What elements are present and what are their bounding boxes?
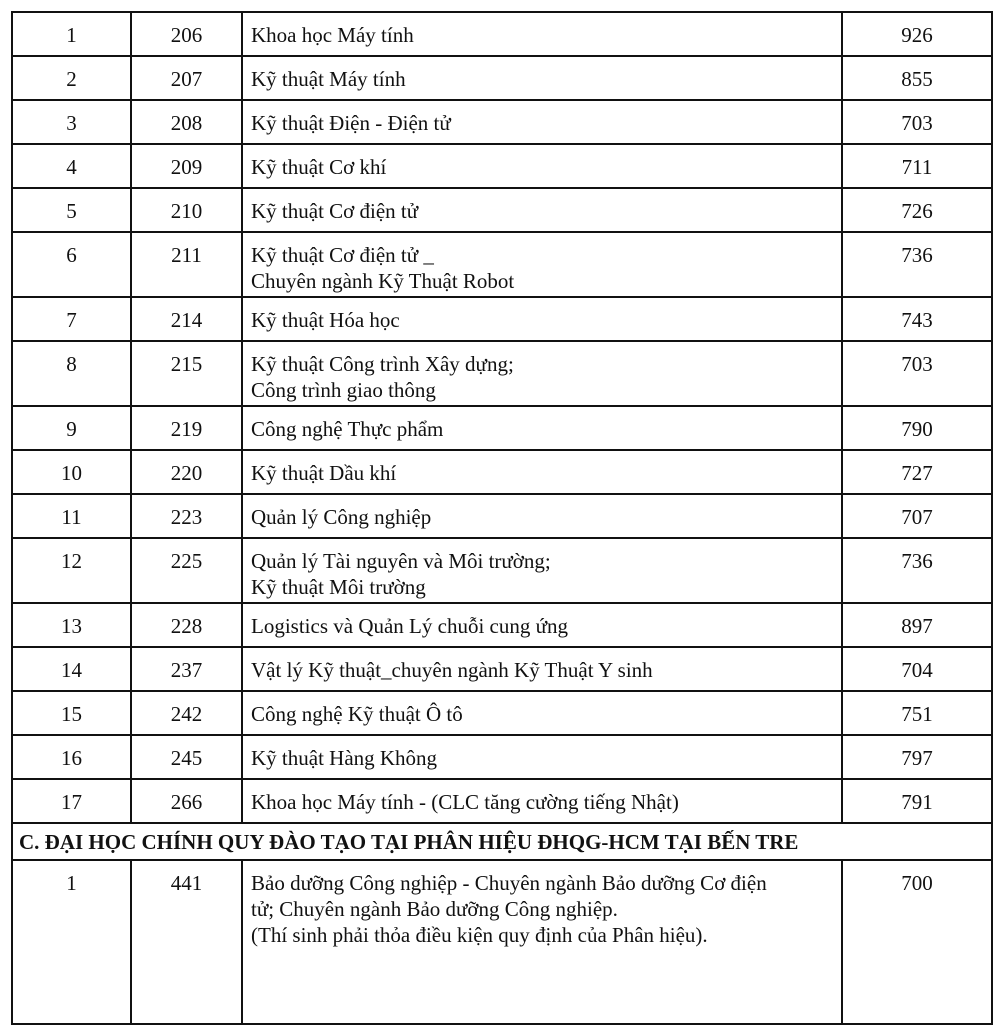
major-name-line: Kỹ thuật Môi trường xyxy=(251,575,426,599)
major-code-cell xyxy=(131,341,242,406)
major-name-line: Quản lý Công nghiệp xyxy=(251,505,432,529)
row-number-cell-text: 1 xyxy=(66,871,77,895)
major-name-cell xyxy=(242,341,842,406)
score-cell-text: 926 xyxy=(901,23,933,47)
major-name-cell xyxy=(242,12,842,56)
score-cell-text: 797 xyxy=(901,746,933,770)
score-cell-text: 791 xyxy=(901,790,933,814)
score-cell-text: 751 xyxy=(901,702,933,726)
row-number-cell xyxy=(12,56,131,100)
score-cell xyxy=(842,100,992,144)
row-number-cell-text: 15 xyxy=(61,702,82,726)
score-cell-text: 707 xyxy=(901,505,933,529)
major-code-cell xyxy=(131,691,242,735)
section-header-cell xyxy=(12,823,992,860)
major-name-cell xyxy=(242,779,842,823)
row-number-cell xyxy=(12,297,131,341)
major-name-line: Khoa học Máy tính - (CLC tăng cường tiếng Nhật) xyxy=(251,790,679,814)
major-name-line: Kỹ thuật Máy tính xyxy=(251,67,406,91)
major-code-cell xyxy=(131,56,242,100)
row-number-cell-text: 10 xyxy=(61,461,82,485)
table-row xyxy=(12,406,992,450)
major-name-line: Vật lý Kỹ thuật_chuyên ngành Kỹ Thuật Y sinh xyxy=(251,658,653,682)
row-number-cell-text: 16 xyxy=(61,746,82,770)
major-code-cell-text: 211 xyxy=(171,243,202,267)
score-cell xyxy=(842,232,992,297)
row-number-cell xyxy=(12,494,131,538)
major-code-cell-text: 220 xyxy=(170,461,203,485)
row-number-cell xyxy=(12,232,131,297)
table-row xyxy=(12,450,992,494)
row-number-cell-text: 6 xyxy=(66,243,77,267)
score-cell-text: 736 xyxy=(901,243,933,267)
row-number-cell xyxy=(12,538,131,603)
major-name-cell xyxy=(242,603,842,647)
table-row xyxy=(12,779,992,823)
score-cell-text: 743 xyxy=(901,308,933,332)
major-name-line: Kỹ thuật Cơ khí xyxy=(251,155,387,179)
major-name-line: Kỹ thuật Cơ điện tử _ xyxy=(251,243,434,267)
row-number-cell-text: 8 xyxy=(66,352,77,376)
score-cell-text: 726 xyxy=(901,199,933,223)
row-number-cell-text: 13 xyxy=(61,614,82,638)
table-row xyxy=(12,56,992,100)
row-number-cell xyxy=(12,450,131,494)
major-code-cell xyxy=(131,494,242,538)
table-row xyxy=(12,538,992,603)
score-cell xyxy=(842,494,992,538)
score-cell xyxy=(842,188,992,232)
major-code-cell-text: 228 xyxy=(170,614,203,638)
score-cell-text: 704 xyxy=(901,658,933,682)
major-code-cell-text: 207 xyxy=(170,67,203,91)
major-name-line: Kỹ thuật Hàng Không xyxy=(251,746,438,770)
major-name-cell xyxy=(242,860,842,1024)
major-name-line: Kỹ thuật Cơ điện tử xyxy=(251,199,419,223)
table-row xyxy=(12,860,992,1024)
major-code-cell xyxy=(131,538,242,603)
major-code-cell-text: 206 xyxy=(170,23,203,47)
score-cell-text: 855 xyxy=(901,67,933,91)
major-name-line: tử; Chuyên ngành Bảo dưỡng Công nghiệp. xyxy=(251,897,618,921)
major-name-line: Công nghệ Thực phẩm xyxy=(251,417,444,441)
row-number-cell xyxy=(12,735,131,779)
major-code-cell-text: 214 xyxy=(170,308,203,332)
major-code-cell-text: 242 xyxy=(170,702,203,726)
table-row xyxy=(12,297,992,341)
major-code-cell-text: 223 xyxy=(170,505,203,529)
row-number-cell-text: 4 xyxy=(66,155,77,179)
row-number-cell xyxy=(12,647,131,691)
table-row xyxy=(12,691,992,735)
major-code-cell-text: 209 xyxy=(170,155,203,179)
score-cell xyxy=(842,647,992,691)
major-name-line: Logistics và Quản Lý chuỗi cung ứng xyxy=(251,614,568,638)
major-code-cell-text: 219 xyxy=(170,417,203,441)
row-number-cell xyxy=(12,779,131,823)
major-name-line: Bảo dưỡng Công nghiệp - Chuyên ngành Bảo dưỡng Cơ điện xyxy=(251,871,767,895)
score-cell xyxy=(842,538,992,603)
table-row xyxy=(12,188,992,232)
major-code-cell-text: 266 xyxy=(170,790,203,814)
row-number-cell-text: 7 xyxy=(66,308,77,332)
table-row xyxy=(12,232,992,297)
score-cell-text: 703 xyxy=(901,352,933,376)
table-row xyxy=(12,100,992,144)
major-name-line: Kỹ thuật Dầu khí xyxy=(251,461,397,485)
score-cell xyxy=(842,450,992,494)
score-cell xyxy=(842,406,992,450)
row-number-cell-text: 9 xyxy=(66,417,77,441)
row-number-cell-text: 12 xyxy=(61,549,82,573)
row-number-cell xyxy=(12,341,131,406)
major-code-cell xyxy=(131,647,242,691)
score-cell-text: 727 xyxy=(901,461,933,485)
major-code-cell xyxy=(131,100,242,144)
major-name-cell xyxy=(242,188,842,232)
major-name-cell xyxy=(242,735,842,779)
major-code-cell-text: 215 xyxy=(170,352,203,376)
table-row xyxy=(12,735,992,779)
major-name-cell xyxy=(242,450,842,494)
admission-score-table xyxy=(11,11,993,1025)
row-number-cell-text: 2 xyxy=(66,67,77,91)
score-cell-text: 700 xyxy=(901,871,933,895)
major-name-cell xyxy=(242,232,842,297)
major-name-line: Công trình giao thông xyxy=(251,378,436,402)
row-number-cell-text: 11 xyxy=(61,505,82,529)
major-name-cell xyxy=(242,494,842,538)
row-number-cell xyxy=(12,691,131,735)
row-number-cell-text: 1 xyxy=(66,23,77,47)
score-cell xyxy=(842,735,992,779)
score-cell xyxy=(842,144,992,188)
major-code-cell xyxy=(131,12,242,56)
row-number-cell xyxy=(12,860,131,1024)
major-name-line: (Thí sinh phải thỏa điều kiện quy định của Phân hiệu). xyxy=(251,923,708,947)
score-cell xyxy=(842,297,992,341)
table-body xyxy=(12,12,992,1024)
major-name-cell xyxy=(242,100,842,144)
row-number-cell xyxy=(12,188,131,232)
major-name-cell xyxy=(242,406,842,450)
major-code-cell-text: 210 xyxy=(170,199,203,223)
score-cell xyxy=(842,341,992,406)
major-code-cell xyxy=(131,860,242,1024)
score-cell xyxy=(842,603,992,647)
major-code-cell-text: 225 xyxy=(170,549,203,573)
score-cell-text: 711 xyxy=(901,155,933,179)
row-number-cell xyxy=(12,100,131,144)
row-number-cell-text: 14 xyxy=(61,658,82,682)
score-cell xyxy=(842,779,992,823)
major-name-cell xyxy=(242,144,842,188)
row-number-cell xyxy=(12,406,131,450)
row-number-cell xyxy=(12,12,131,56)
table-row xyxy=(12,603,992,647)
major-name-line: Chuyên ngành Kỹ Thuật Robot xyxy=(251,269,515,293)
major-name-cell xyxy=(242,691,842,735)
table-row xyxy=(12,494,992,538)
score-cell-text: 790 xyxy=(901,417,933,441)
major-name-line: Kỹ thuật Công trình Xây dựng; xyxy=(251,352,514,376)
section-title: C. ĐẠI HỌC CHÍNH QUY ĐÀO TẠO TẠI PHÂN HIỆU ĐHQG-HCM TẠI BẾN TRE xyxy=(19,830,799,854)
major-name-line: Công nghệ Kỹ thuật Ô tô xyxy=(251,702,463,726)
major-code-cell xyxy=(131,188,242,232)
table-row xyxy=(12,647,992,691)
score-cell xyxy=(842,12,992,56)
row-number-cell xyxy=(12,603,131,647)
major-name-cell xyxy=(242,538,842,603)
major-name-line: Khoa học Máy tính xyxy=(251,23,414,47)
major-code-cell-text: 237 xyxy=(170,658,203,682)
major-code-cell xyxy=(131,450,242,494)
major-code-cell-text: 441 xyxy=(170,871,203,895)
major-name-line: Kỹ thuật Điện - Điện tử xyxy=(251,111,451,135)
major-code-cell xyxy=(131,144,242,188)
score-cell-text: 736 xyxy=(901,549,933,573)
major-code-cell xyxy=(131,735,242,779)
major-name-cell xyxy=(242,56,842,100)
major-code-cell xyxy=(131,406,242,450)
major-code-cell-text: 245 xyxy=(170,746,203,770)
row-number-cell xyxy=(12,144,131,188)
table-row xyxy=(12,144,992,188)
row-number-cell-text: 5 xyxy=(66,199,77,223)
score-cell xyxy=(842,691,992,735)
major-name-cell xyxy=(242,647,842,691)
major-name-line: Quản lý Tài nguyên và Môi trường; xyxy=(251,549,551,573)
score-cell-text: 703 xyxy=(901,111,933,135)
major-code-cell-text: 208 xyxy=(170,111,203,135)
row-number-cell-text: 3 xyxy=(66,111,77,135)
row-number-cell-text: 17 xyxy=(61,790,82,814)
score-cell-text: 897 xyxy=(901,614,933,638)
major-code-cell xyxy=(131,232,242,297)
score-cell xyxy=(842,860,992,1024)
major-name-line: Kỹ thuật Hóa học xyxy=(251,308,400,332)
major-code-cell xyxy=(131,603,242,647)
section-header-row xyxy=(12,823,992,860)
table-row xyxy=(12,341,992,406)
major-code-cell xyxy=(131,779,242,823)
major-code-cell xyxy=(131,297,242,341)
table-row xyxy=(12,12,992,56)
major-name-cell xyxy=(242,297,842,341)
score-cell xyxy=(842,56,992,100)
